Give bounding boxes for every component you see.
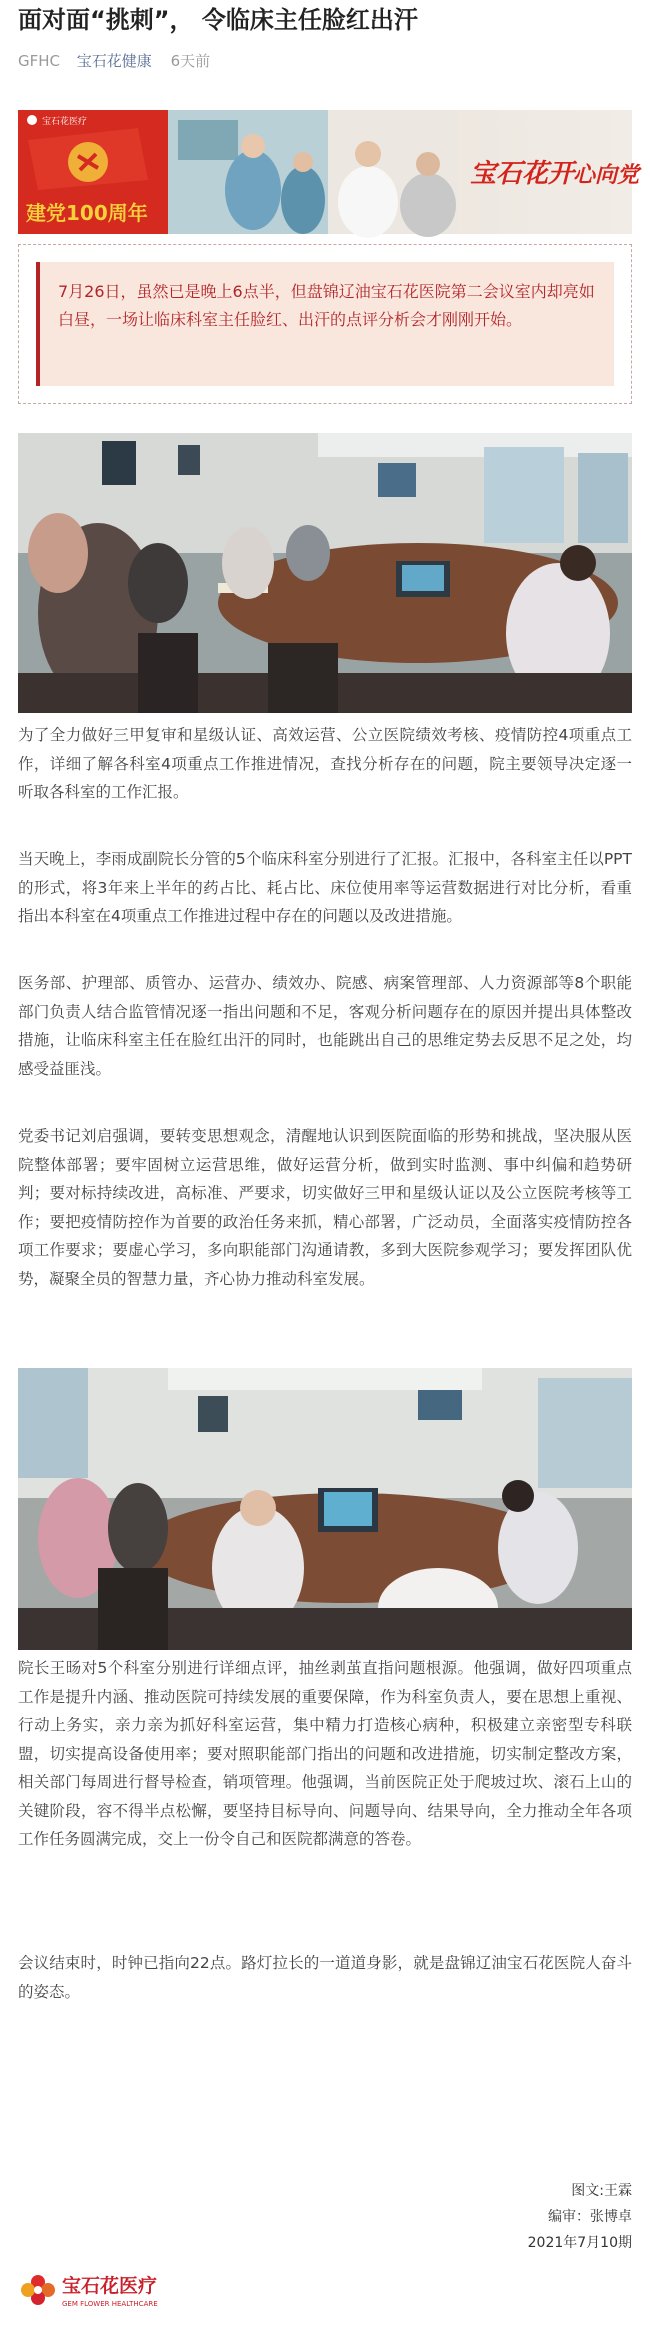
anniversary-text: 建党100周年 [26,201,148,225]
footer-logo-cn: 宝石花医疗 [62,2275,158,2297]
footer-logo-en: GEM FLOWER HEALTHCARE [62,2300,158,2308]
banner-logo-text: 宝石花医疗 [42,117,88,127]
article-source: GFHC [18,52,61,70]
banner-slogan-2: 心向党 [573,163,640,188]
paragraph-4: 党委书记刘启强调，要转变思想观念，清醒地认识到医院面临的形势和挑战，坚决服从医院整体部署；要牢固树立运营思维，做好运营分析，做到实时监测、事中纠偏和趋势研判；要对标持续改进，高标准、严要求，切实做好三甲和星级认证以及公立医院考核等工作；要把疫情防控作为首要的政治任务来抓，精心部署，广泛动员，全面落实疫情防控各项工作要求；要虚心学习，多向职能部门沟通请教，多到大医院参观学习；要发挥团队优势，凝聚全员的智慧力量，齐心协力推动科室发展。 [18,1127,632,1288]
article-meta [18,50,210,71]
article-title: 面对面“挑刺”， 令临床主任脸红出汗 [18,6,418,34]
paragraph-3: 医务部、护理部、质管办、运营办、绩效办、院感、病案管理部、人力资源部等8个职能部门负责人结合监管情况逐一指出问题和不足，客观分析问题存在的原因并提出具体整改措施，让临床科室主任在脸红出汗的同时，也能跳出自己的思维定势去反思不足之处，均感受益匪浅。 [18,974,632,1078]
paragraph-5: 院长王旸对5个科室分别进行详细点评，抽丝剥茧直指问题根源。他强调，做好四项重点工作是提升内涵、推动医院可持续发展的重要保障，作为科室负责人，要在思想上重视、行动上务实，亲力亲为抓好科室运营，集中精力打造核心病种，积极建立亲密型专科联盟，切实提高设备使用率；要对照职能部门指出的问题和改进措施，切实制定整改方案，相关部门每周进行督导检查，销项管理。他强调，当前医院正处于爬坡过坎、滚石上山的关键阶段，容不得半点松懈，要坚持目标导向、问题导向、结果导向，全力推动全年各项工作任务圆满完成，交上一份令自己和医院都满意的答卷。 [18,1659,632,1848]
banner-graphic [18,110,640,234]
meeting-photo-2 [18,1368,632,1650]
footer-logo [20,2268,200,2312]
editor-credit: 编审：张博卓 [548,2209,632,2225]
issue-date: 2021年7月10期 [527,2235,632,2251]
gem-flower-icon [21,2275,55,2305]
publish-time: 6天前 [170,52,211,70]
paragraph-2: 当天晚上，李雨成副院长分管的5个临床科室分别进行了汇报。汇报中，各科室主任以PPT的形式，将3年来上半年的药占比、耗占比、床位使用率等运营数据进行对比分析，看重指出本科室在4项重点工作推进过程中存在的问题以及改进措施。 [18,850,632,925]
header-banner [18,110,640,234]
lead-quote: 7月26日，虽然已是晚上6点半，但盘锦辽油宝石花医院第二会议室内却亮如白昼，一场让临床科室主任脸红、出汗的点评分析会才刚刚开始。 [36,262,614,386]
account-link[interactable]: 宝石花健康 [76,52,152,70]
photo-credit: 图文:王霖 [571,2183,632,2199]
banner-slogan-1: 宝石花开 [470,159,575,189]
paragraph-6: 会议结束时，时钟已指向22点。路灯拉长的一道道身影，就是盘锦辽油宝石花医院人奋斗的姿态。 [18,1954,632,2001]
gem-flower-logo-icon [27,115,37,125]
paragraph-1: 为了全力做好三甲复审和星级认证、高效运营、公立医院绩效考核、疫情防控4项重点工作，详细了解各科室4项重点工作推进情况，查找分析存在的问题，院主要领导决定逐一听取各科室的工作汇报。 [18,726,632,801]
meeting-photo-1 [18,433,632,713]
